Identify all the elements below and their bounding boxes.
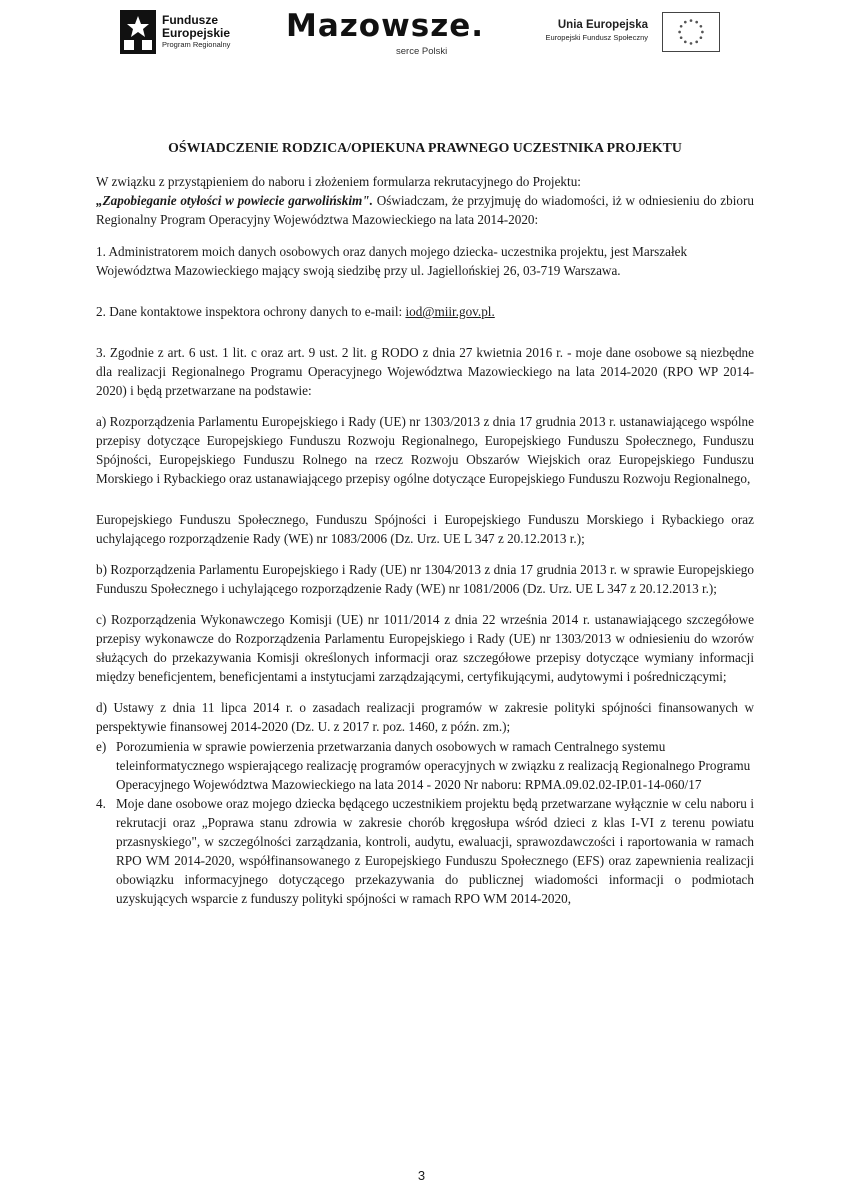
document-title: OŚWIADCZENIE RODZICA/OPIEKUNA PRAWNEGO UCZESTNIKA PROJEKTU	[168, 140, 682, 155]
item-e-marker: e)	[96, 739, 107, 754]
fe-logo-line3: Program Regionalny	[162, 40, 231, 49]
intro-paragraph	[96, 172, 754, 229]
eu-flag-icon	[662, 12, 720, 52]
fundusze-europejskie-mark-icon	[120, 10, 156, 54]
item-4-marker: 4.	[96, 796, 106, 811]
header-logos	[0, 0, 843, 80]
item-c: c) Rozporządzenia Wykonawczego Komisji (UE) nr 1011/2014 z dnia 22 września 2014 r. ustanawiającego szczegółowe przepisy wykonawcze do Rozporządzenia Parlamentu Europejskiego i Rady (UE) nr 1303/2013 w odniesieniu do wzorów służących do przekazywania Komisji określonych informacji oraz szczegółowe przepisy dotyczące wymiany informacji między beneficjentem, beneficjentami a instytucjami zarządzającymi, certyfikującymi, audytowymi i pośredniczącymi;	[96, 612, 754, 684]
unia-europejska-logo	[520, 12, 720, 58]
ue-logo-line2: Europejski Fundusz Społeczny	[545, 33, 648, 42]
item-1: 1. Administratorem moich danych osobowych oraz danych mojego dziecka- uczestnika projektu, jest Marszałek Województwa Mazowieckiego mający swoją siedzibę przy ul. Jagiellońskiej 26, 03-719 Warszawa.	[96, 244, 688, 278]
item-b: b) Rozporządzenia Parlamentu Europejskiego i Rady (UE) nr 1304/2013 z dnia 17 grudnia 2013 r. w sprawie Europejskiego Funduszu Społecznego i uchylającego rozporządzenie Rady (WE) nr 1081/2006 (Dz. Urz. UE L 347 z 20.12.2013 r.);	[96, 562, 754, 596]
fe-logo-line2: Europejskie	[162, 26, 231, 40]
page-number: 3	[417, 1168, 426, 1183]
item-4-text: Moje dane osobowe oraz mojego dziecka będącego uczestnikiem projektu będą przetwarzane wyłącznie w celu naboru i rekrutacji oraz „Poprawa stanu zdrowia w zakresie chorób kręgosłupa wśród dzieci z klas I-VI z terenu powiatu przasnyskiego", w szczególności zarządzania, kontroli, audytu, ewaluacji, sprawozdawczości i raportowania w ramach RPO WM 2014-2020, współfinansowanego z Europejskiego Funduszu Społecznego (EFS) oraz zapewnienia realizacji obowiązku informacyjnego dotyczącego przekazywania do publicznej wiadomości informacji o podmiotach uzyskujących wsparcie z funduszy polityki spójności w ramach RPO WM 2014-2020,	[116, 796, 754, 906]
item-2-text: 2. Dane kontaktowe inspektora ochrony danych to e-mail:	[96, 304, 406, 319]
item-e	[96, 737, 754, 794]
mazowsze-logo	[286, 6, 486, 66]
item-4	[96, 794, 754, 908]
item-e-text: Porozumienia w sprawie powierzenia przetwarzania danych osobowych w ramach Centralnego systemu teleinformatycznego wspierającego realizację programów operacyjnych w związku z realizacją Regionalnego Programu Operacyjnego Województwa Mazowieckiego na lata 2014 - 2020 Nr naboru: RPMA.09.02.02-IP.01-14-060/17	[116, 739, 751, 792]
item-2	[96, 302, 754, 321]
ue-logo-line1: Unia Europejska	[557, 19, 648, 31]
intro-text-2: Oświadczam, że przyjmuję do wiadomości, iż w odniesieniu do zbioru Regionalny Program Operacyjny Województwa Mazowieckiego na lata 2014-2020:	[96, 193, 754, 227]
project-name: „Zapobieganie otyłości w powiecie garwolińskim".	[96, 193, 373, 208]
fundusze-europejskie-logo	[120, 10, 270, 62]
item-a-part1: a) Rozporządzenia Parlamentu Europejskiego i Rady (UE) nr 1303/2013 z dnia 17 grudnia 2013 r. ustanawiającego wspólne przepisy dotyczące Europejskiego Funduszu Rozwoju Regionalnego, Europejskiego Funduszu Społecznego, Funduszu Spójności, Europejskiego Funduszu Rolnego na rzecz Rozwoju Obszarów Wiejskich oraz Europejskiego Funduszu Morskiego i Rybackiego oraz ustanawiającego przepisy ogólne dotyczące Europejskiego Funduszu Rozwoju Regionalnego,	[96, 414, 754, 486]
document-body	[96, 138, 754, 908]
mazowsze-wordmark: Mazowsze.	[286, 8, 485, 44]
fe-logo-line1: Fundusze	[162, 13, 218, 27]
intro-text-1: W związku z przystąpieniem do naboru i złożeniem formularza rekrutacyjnego do Projektu:	[96, 174, 581, 189]
mazowsze-tagline: serce Polski	[396, 46, 448, 57]
item-3: 3. Zgodnie z art. 6 ust. 1 lit. c oraz art. 9 ust. 2 lit. g RODO z dnia 27 kwietnia 2016 r. - moje dane osobowe są niezbędne dla realizacji Regionalnego Programu Operacyjnego Województwa Mazowieckiego na lata 2014-2020 (RPO WP 2014-2020) i będą przetwarzane na podstawie:	[96, 345, 754, 398]
iod-email-link[interactable]: iod@miir.gov.pl.	[405, 304, 495, 319]
item-d: d) Ustawy z dnia 11 lipca 2014 r. o zasadach realizacji programów w zakresie polityki spójności finansowanych w perspektywie finansowej 2014-2020 (Dz. U. z 2017 r. poz. 1460, z późn. zm.);	[96, 700, 754, 734]
item-a-part2: Europejskiego Funduszu Społecznego, Funduszu Spójności i Europejskiego Funduszu Morskiego i Rybackiego oraz uchylającego rozporządzenie Rady (WE) nr 1083/2006 (Dz. Urz. UE L 347 z 20.12.2013 r.);	[96, 512, 754, 546]
